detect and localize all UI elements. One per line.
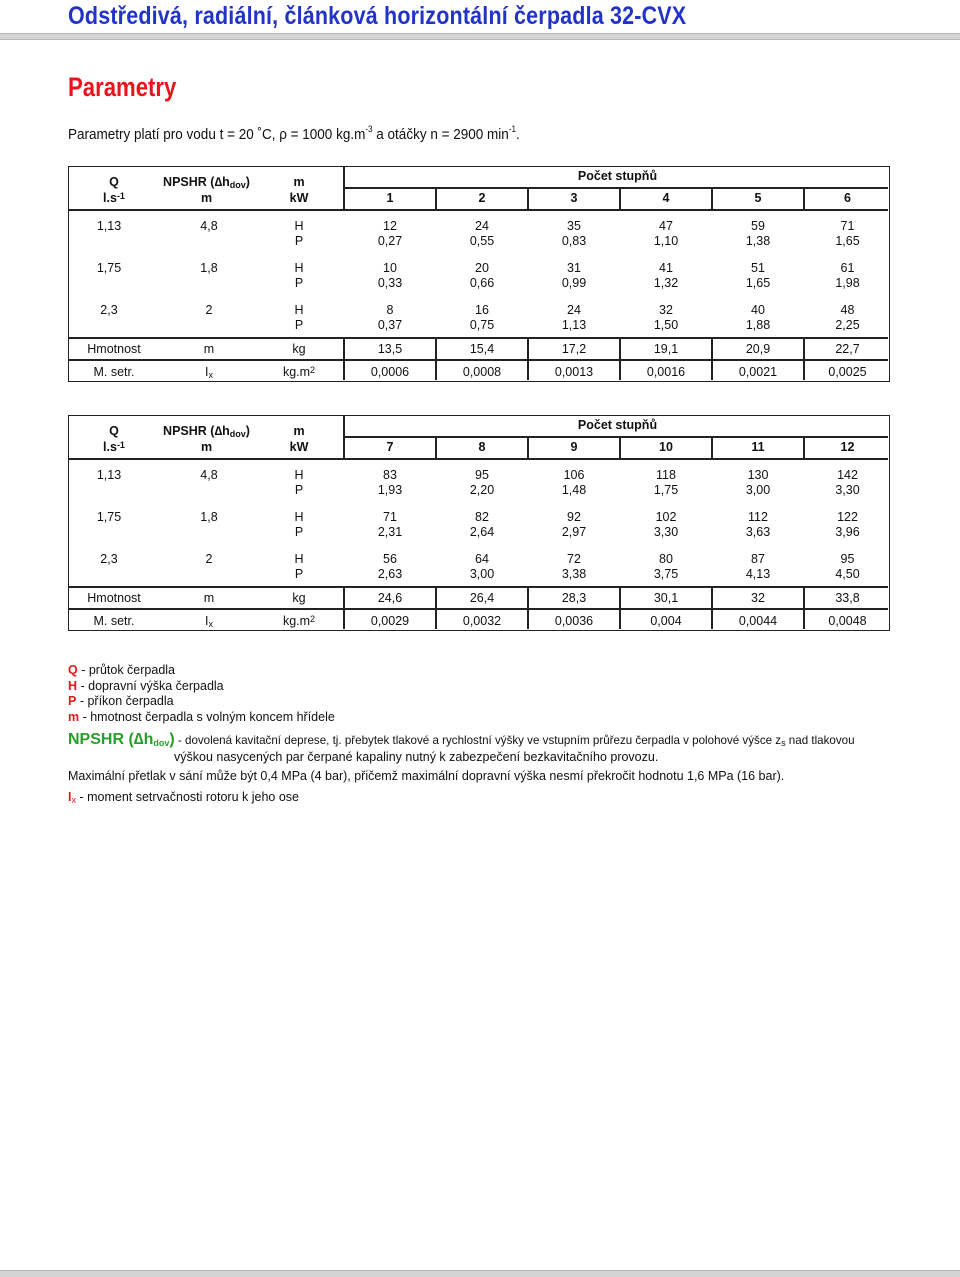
h-label: H — [294, 261, 304, 275]
header-bottom-line — [69, 458, 888, 460]
inertia-unit-exp: 2 — [310, 365, 316, 375]
power-value: 2,64 — [469, 525, 495, 539]
q-unit: l.s — [103, 191, 117, 205]
param-table-2 — [68, 415, 890, 631]
mass-label: Hmotnost — [87, 591, 141, 605]
inertia-value: 0,0044 — [738, 614, 778, 628]
inertia-unit — [269, 614, 329, 629]
legend-ix — [68, 790, 299, 805]
power-value: 1,88 — [745, 318, 771, 332]
npshr-delta: ∆h — [214, 175, 230, 189]
mass-value: 32 — [751, 591, 765, 605]
legend-m-text: - hmotnost čerpadla s volným koncem hřídele — [79, 710, 335, 724]
inertia-value: 0,0029 — [370, 614, 410, 628]
header-q: Q — [109, 424, 119, 438]
inertia-value: 0,0036 — [554, 614, 594, 628]
inertia-value: 0,0013 — [554, 365, 594, 379]
stage-number: 9 — [570, 440, 578, 454]
header-q-unit — [89, 440, 139, 455]
intro-text — [68, 126, 520, 143]
intro-exp1: -3 — [365, 124, 373, 134]
head-value: 24 — [567, 303, 581, 317]
power-value: 3,63 — [745, 525, 771, 539]
inertia-symbol — [174, 614, 244, 629]
inertia-value: 0,0006 — [370, 365, 410, 379]
power-value: 2,20 — [469, 483, 495, 497]
legend-npshr-text1: - dovolená kavitační deprese, tj. přebytek tlakové a rychlostní výšky ve vstupním průřezu čerpadla v polohové výšce z — [174, 734, 782, 747]
stage-number: 2 — [478, 191, 486, 205]
legend-npshr-text1b: nad tlakovou — [785, 734, 855, 747]
head-value: 8 — [386, 303, 394, 317]
head-value: 118 — [656, 468, 676, 482]
npshr-label: NPSHR ( — [163, 175, 215, 189]
intro-exp2: -1 — [508, 124, 516, 134]
head-value: 12 — [383, 219, 397, 233]
head-value: 72 — [567, 552, 581, 566]
p-label: P — [294, 525, 304, 539]
p-label: P — [294, 318, 304, 332]
power-value: 1,93 — [377, 483, 403, 497]
head-value: 122 — [837, 510, 858, 524]
h-label: H — [294, 468, 304, 482]
power-value: 3,75 — [653, 567, 679, 581]
inertia-unit-exp: 2 — [310, 614, 316, 624]
legend-overload: Maximální přetlak v sání může být 0,4 MPa (4 bar), přičemž maximální dopravní výška nesmí překročit hodnotu 1,6 MPa (16 bar). — [68, 769, 785, 783]
legend-q-text: - průtok čerpadla — [77, 663, 176, 677]
legend-ix-text: - moment setrvačnosti rotoru k jeho ose — [75, 790, 299, 804]
stages-header-line — [343, 436, 888, 438]
head-value: 20 — [475, 261, 489, 275]
power-value: 1,50 — [653, 318, 679, 332]
inertia-symbol — [174, 365, 244, 380]
head-value: 32 — [659, 303, 673, 317]
stage-number: 11 — [751, 440, 765, 454]
head-value: 48 — [840, 303, 855, 317]
legend-h — [68, 679, 224, 694]
power-value: 0,83 — [561, 234, 587, 248]
stage-number: 12 — [840, 440, 855, 454]
legend-h-text: - dopravní výška čerpadla — [77, 679, 224, 693]
stage-number: 1 — [386, 191, 394, 205]
legend-npshr-delta: ∆h — [133, 731, 154, 748]
p-label: P — [294, 276, 304, 290]
header-npshr — [154, 424, 259, 439]
h-label: H — [294, 552, 304, 566]
legend-q — [68, 663, 175, 678]
flow-value: 1,13 — [96, 219, 122, 233]
inertia-unit — [269, 365, 329, 380]
legend-p — [68, 694, 174, 709]
stage-number: 4 — [662, 191, 670, 205]
power-value: 1,65 — [745, 276, 771, 290]
inertia-value: 0,0025 — [828, 365, 867, 379]
inertia-label: M. setr. — [93, 365, 135, 379]
power-value: 3,38 — [561, 567, 587, 581]
legend-h-key: H — [68, 679, 78, 693]
stage-number: 3 — [570, 191, 578, 205]
mass-m: m — [203, 342, 215, 356]
head-value: 35 — [567, 219, 581, 233]
power-value: 2,25 — [835, 318, 860, 332]
head-value: 130 — [747, 468, 769, 482]
flow-value: 1,75 — [96, 261, 122, 275]
stage-number: 8 — [478, 440, 486, 454]
intro-suffix: . — [515, 126, 520, 143]
header-m: m — [293, 175, 305, 189]
legend-npshr — [68, 732, 892, 748]
head-value: 106 — [563, 468, 585, 482]
power-value: 1,10 — [653, 234, 679, 248]
power-value: 0,33 — [377, 276, 403, 290]
npshr-delta: ∆h — [214, 424, 230, 438]
power-value: 2,31 — [377, 525, 403, 539]
mass-unit: kg — [292, 591, 306, 605]
head-value: 16 — [475, 303, 489, 317]
npshr-value: 1,8 — [200, 510, 218, 524]
inertia-i: I — [205, 614, 209, 628]
head-value: 87 — [751, 552, 765, 566]
mass-value: 24,6 — [377, 591, 403, 605]
npshr-dov: dov — [229, 429, 246, 439]
title-divider-bar — [0, 33, 960, 40]
inertia-sub: x — [208, 619, 213, 629]
inertia-value: 0,0016 — [646, 365, 686, 379]
power-value: 1,98 — [835, 276, 860, 290]
head-value: 51 — [751, 261, 765, 275]
legend-m — [68, 710, 335, 725]
head-value: 112 — [748, 510, 768, 524]
p-label: P — [294, 483, 304, 497]
head-value: 71 — [840, 219, 855, 233]
mass-value: 15,4 — [469, 342, 495, 356]
legend-npshr-close: ) — [169, 731, 175, 748]
power-value: 1,75 — [653, 483, 679, 497]
legend-p-key: P — [68, 694, 77, 708]
q-unit-exp: -1 — [116, 191, 125, 201]
page-title: Odstředivá, radiální, článková horizontální čerpadla 32-CVX — [68, 2, 687, 30]
row-separator — [69, 359, 888, 361]
head-value: 10 — [383, 261, 397, 275]
flow-value: 2,3 — [100, 303, 118, 317]
header-kw: kW — [289, 440, 309, 454]
power-value: 2,63 — [377, 567, 403, 581]
h-label: H — [294, 303, 304, 317]
h-label: H — [294, 510, 304, 524]
head-value: 59 — [751, 219, 765, 233]
power-value: 1,38 — [745, 234, 771, 248]
power-value: 3,00 — [469, 567, 495, 581]
header-npshr-unit: m — [200, 191, 213, 205]
flow-value: 1,75 — [96, 510, 122, 524]
head-value: 102 — [655, 510, 677, 524]
mass-value: 20,9 — [745, 342, 771, 356]
header-stages: Počet stupňů — [577, 418, 658, 432]
legend-ix-key: I — [68, 790, 72, 804]
stage-number: 7 — [386, 440, 394, 454]
power-value: 1,13 — [561, 318, 587, 332]
power-value: 4,50 — [835, 567, 860, 581]
mass-value: 13,5 — [377, 342, 403, 356]
row-separator — [69, 337, 888, 339]
stage-number: 5 — [754, 191, 762, 205]
row-separator — [69, 586, 888, 588]
header-bottom-line — [69, 209, 888, 211]
npshr-close: ) — [245, 175, 250, 189]
head-value: 61 — [840, 261, 855, 275]
mass-value: 22,7 — [835, 342, 860, 356]
header-npshr — [154, 175, 259, 190]
inertia-unit-text: kg.m — [282, 365, 311, 379]
mass-value: 33,8 — [835, 591, 860, 605]
inertia-value: 0,0008 — [462, 365, 502, 379]
power-value: 4,13 — [745, 567, 771, 581]
mass-value: 28,3 — [561, 591, 587, 605]
head-value: 41 — [659, 261, 673, 275]
power-value: 2,97 — [561, 525, 587, 539]
stage-number: 6 — [844, 191, 851, 205]
head-value: 24 — [475, 219, 489, 233]
p-label: P — [294, 234, 304, 248]
inertia-i: I — [205, 365, 209, 379]
power-value: 0,37 — [377, 318, 403, 332]
mass-value: 19,1 — [653, 342, 679, 356]
h-label: H — [294, 219, 304, 233]
param-table-1 — [68, 166, 890, 382]
power-value: 3,96 — [835, 525, 860, 539]
npshr-value: 4,8 — [200, 219, 218, 233]
head-value: 40 — [751, 303, 765, 317]
head-value: 95 — [840, 552, 855, 566]
p-label: P — [294, 567, 304, 581]
row-separator — [69, 608, 888, 610]
legend-npshr-zs: s — [781, 738, 786, 748]
inertia-label: M. setr. — [93, 614, 135, 628]
power-value: 3,00 — [745, 483, 771, 497]
intro-prefix: Parametry platí pro vodu t = 20 ˚C, ρ = 1000 kg.m — [68, 126, 366, 143]
legend-npshr-dov: dov — [153, 738, 170, 748]
power-value: 0,55 — [469, 234, 495, 248]
power-value: 1,48 — [561, 483, 587, 497]
power-value: 3,30 — [653, 525, 679, 539]
head-value: 64 — [475, 552, 489, 566]
stage-number: 10 — [659, 440, 673, 454]
npshr-value: 1,8 — [200, 261, 218, 275]
inertia-unit-text: kg.m — [282, 614, 311, 628]
legend-p-text: - příkon čerpadla — [76, 694, 174, 708]
inertia-sub: x — [208, 370, 213, 380]
stages-header-line — [343, 187, 888, 189]
legend-q-key: Q — [68, 663, 78, 677]
npshr-close: ) — [245, 424, 250, 438]
footer-bar — [0, 1270, 960, 1277]
inertia-value: 0,0032 — [462, 614, 502, 628]
power-value: 0,99 — [561, 276, 587, 290]
head-value: 95 — [475, 468, 489, 482]
head-value: 47 — [659, 219, 673, 233]
power-value: 1,65 — [835, 234, 860, 248]
section-title: Parametry — [68, 72, 177, 102]
head-value: 80 — [659, 552, 673, 566]
head-value: 56 — [383, 552, 397, 566]
header-npshr-unit: m — [200, 440, 213, 454]
header-stages: Počet stupňů — [577, 169, 658, 183]
q-unit: l.s — [103, 440, 117, 454]
mass-m: m — [203, 591, 215, 605]
npshr-label: NPSHR ( — [163, 424, 215, 438]
power-value: 0,75 — [469, 318, 495, 332]
head-value: 83 — [383, 468, 397, 482]
inertia-value: 0,0048 — [828, 614, 867, 628]
mass-value: 26,4 — [469, 591, 495, 605]
flow-value: 2,3 — [100, 552, 118, 566]
header-q: Q — [109, 175, 119, 189]
npshr-value: 4,8 — [200, 468, 218, 482]
power-value: 0,66 — [469, 276, 495, 290]
legend-ix-sub: x — [71, 795, 76, 805]
head-value: 92 — [567, 510, 581, 524]
head-value: 71 — [383, 510, 397, 524]
header-kw: kW — [289, 191, 309, 205]
header-q-unit — [89, 191, 139, 206]
head-value: 31 — [567, 261, 581, 275]
mass-value: 30,1 — [653, 591, 679, 605]
power-value: 0,27 — [377, 234, 403, 248]
intro-middle: a otáčky n = 2900 min — [372, 126, 509, 143]
npshr-value: 2 — [205, 552, 213, 566]
head-value: 82 — [475, 510, 489, 524]
mass-value: 17,2 — [561, 342, 587, 356]
power-value: 3,30 — [835, 483, 860, 497]
flow-value: 1,13 — [96, 468, 122, 482]
q-unit-exp: -1 — [116, 440, 125, 450]
power-value: 1,32 — [653, 276, 679, 290]
mass-unit: kg — [292, 342, 306, 356]
legend-npshr-line2: výškou nasycených par čerpané kapaliny nutný k zabezpečení bezkavitačního provozu. — [174, 750, 659, 764]
npshr-dov: dov — [229, 180, 246, 190]
header-m: m — [293, 424, 305, 438]
head-value: 142 — [837, 468, 858, 482]
inertia-value: 0,004 — [650, 614, 682, 628]
legend-npshr-key: NPSHR ( — [68, 731, 134, 748]
npshr-value: 2 — [205, 303, 213, 317]
legend-m-key: m — [68, 710, 80, 724]
mass-label: Hmotnost — [87, 342, 141, 356]
inertia-value: 0,0021 — [738, 365, 778, 379]
